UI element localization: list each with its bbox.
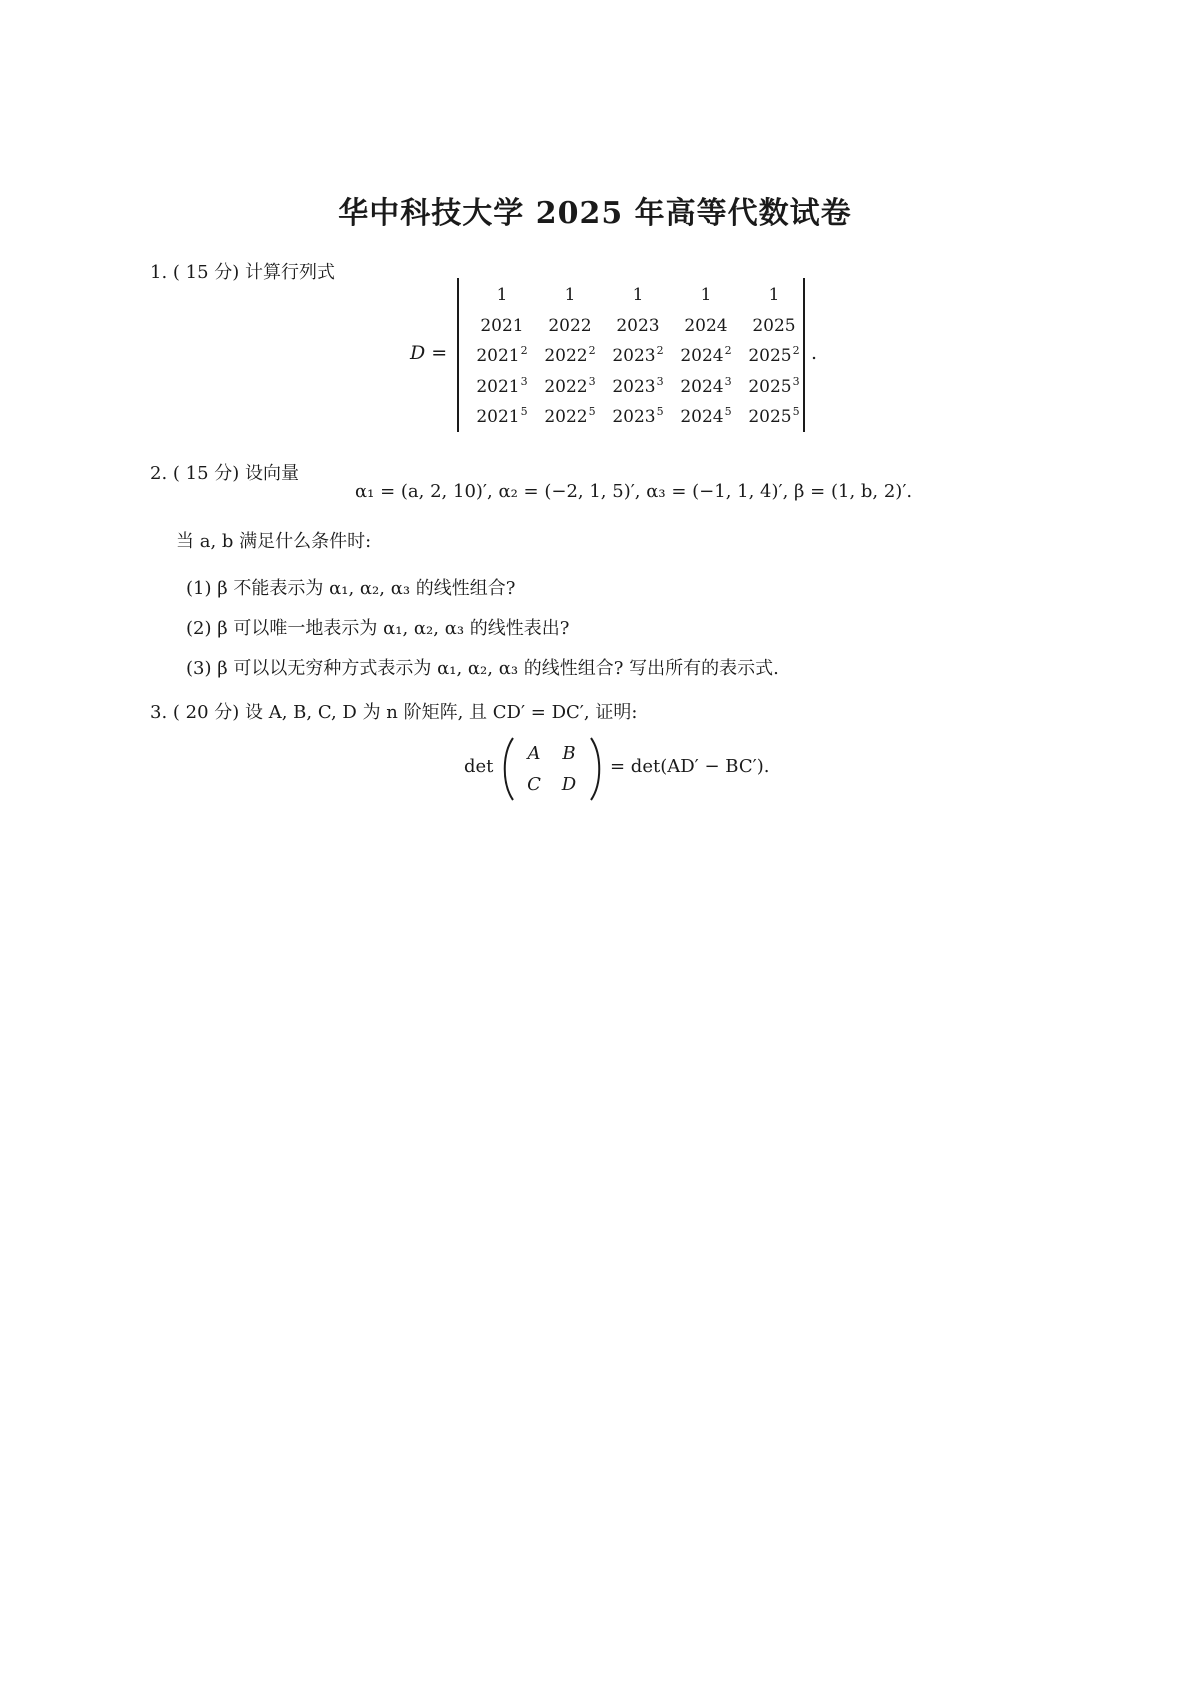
det-word: det <box>464 756 494 777</box>
question-1-header: 1. ( 15 分) 计算行列式 <box>150 262 336 283</box>
matrix-cell: 2025 <box>752 315 796 336</box>
vector-definitions: α₁ = (a, 2, 10)′, α₂ = (−2, 1, 5)′, α₃ = (−1, 1, 4)′, β = (1, b, 2)′. <box>355 481 913 502</box>
matrix-cell: 1 <box>700 285 712 305</box>
matrix-cell: 1 <box>564 285 576 305</box>
left-paren-icon <box>500 736 516 802</box>
matrix-cell: 2023$^5$ <box>612 405 664 427</box>
matrix-cell: 2021$^3$ <box>476 374 528 397</box>
block-determinant-formula <box>464 732 794 806</box>
matrix-cell: 2022$^5$ <box>544 405 596 427</box>
matrix-cell: 2024 <box>684 315 728 336</box>
determinant-label: D = <box>410 342 448 364</box>
block-entry-d: D <box>561 774 577 795</box>
matrix-cell: 2023 <box>616 315 660 336</box>
matrix-cell: 2022$^3$ <box>544 374 596 397</box>
determinant-right-bar <box>803 278 805 432</box>
block-entry-a: A <box>527 743 541 764</box>
matrix-cell: 2025$^5$ <box>748 405 800 427</box>
determinant-left-bar <box>457 278 459 432</box>
matrix-cell: 2021$^5$ <box>476 405 528 427</box>
block-matrix <box>518 738 588 800</box>
matrix-cell: 2024$^2$ <box>680 344 732 366</box>
matrix-cell: 2025$^3$ <box>748 374 800 397</box>
question-2-header: 2. ( 15 分) 设向量 <box>150 463 300 484</box>
matrix-cell: 1 <box>496 285 508 305</box>
matrix-cell: 2024$^5$ <box>680 405 732 427</box>
question-2-condition: 当 a, b 满足什么条件时: <box>176 531 372 552</box>
matrix-cell: 2022$^2$ <box>544 344 596 366</box>
question-2-item-1: (1) β 不能表示为 α₁, α₂, α₃ 的线性组合? <box>186 578 516 599</box>
matrix-cell: 2023$^3$ <box>612 374 664 397</box>
question-2-item-3: (3) β 可以以无穷种方式表示为 α₁, α₂, α₃ 的线性组合? 写出所有的表示式. <box>186 658 779 679</box>
question-3-header: 3. ( 20 分) 设 A, B, C, D 为 n 阶矩阵, 且 CD′ = DC′, 证明: <box>150 702 638 723</box>
matrix-cell: 2025$^2$ <box>748 344 800 366</box>
matrix-cell: 2024$^3$ <box>680 374 732 397</box>
block-entry-c: C <box>527 774 541 795</box>
matrix-cell: 2022 <box>548 315 592 336</box>
matrix-cell: 2021$^2$ <box>476 344 528 366</box>
determinant-period: . <box>811 342 818 364</box>
right-paren-icon <box>588 736 604 802</box>
determinant-matrix <box>468 280 808 433</box>
matrix-cell: 1 <box>632 285 644 305</box>
matrix-cell: 2023$^2$ <box>612 344 664 366</box>
matrix-cell: 1 <box>768 285 780 305</box>
block-entry-b: B <box>562 743 576 764</box>
matrix-cell: 2021 <box>480 315 524 336</box>
exam-title: 华中科技大学 2025 年高等代数试卷 <box>338 196 852 231</box>
question-2-item-2: (2) β 可以唯一地表示为 α₁, α₂, α₃ 的线性表出? <box>186 618 570 639</box>
block-determinant-rhs: = det(AD′ − BC′). <box>610 756 770 777</box>
